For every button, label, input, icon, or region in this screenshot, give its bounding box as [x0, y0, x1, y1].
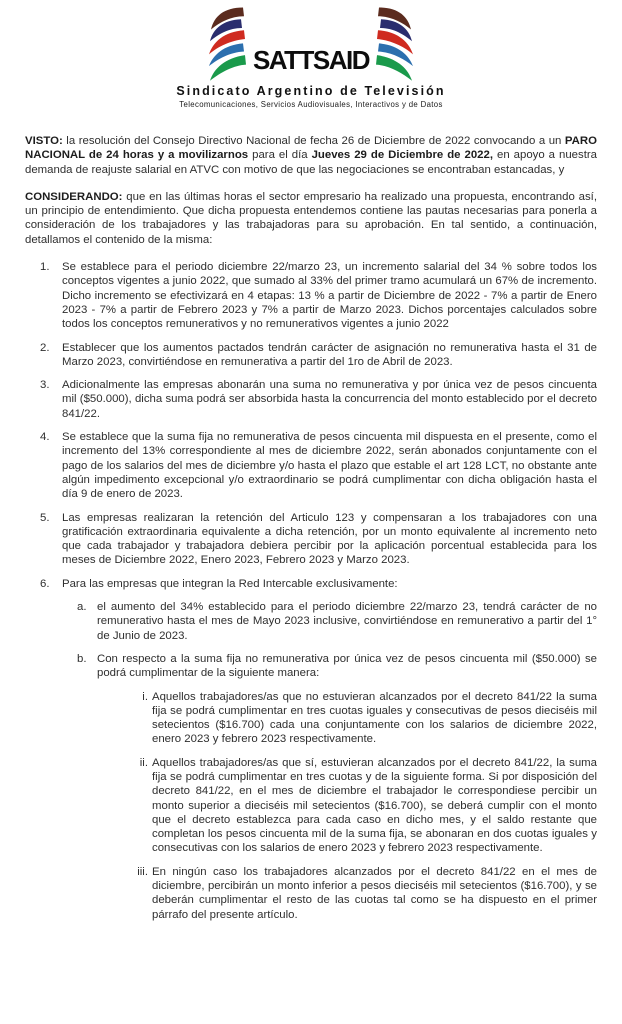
list-item-6b-iii — [130, 865, 597, 922]
list-marker: ii. — [139, 756, 148, 769]
list-item-6b-i — [130, 690, 597, 747]
list-marker: 5. — [40, 511, 50, 524]
list-item-text: Se establece que la suma fija no remunerativa de pesos cincuenta mil dispuesta en el presente, como el incremento del 13% correspondiente al mes de diciembre 2022, serán abonados conjuntamente con el pago de los salarios del mes de diciembre y/o hasta el plazo que estable el art 128 LCT, no obstante ante algún impedimento excepcional y/o extraordinario se podrá cumplimentar con dicha obligación hasta el día 9 de enero de 2023. — [62, 431, 597, 501]
list-item-6b-ii — [130, 756, 597, 856]
considerando-label: CONSIDERANDO: — [25, 190, 123, 203]
visto-paragraph: VISTO: la resolución del Consejo Directivo Nacional de fecha 26 de Diciembre de 2022 convocando a un PARO NACIONAL de 24 horas y a movilizarnos para el día Jueves 29 de Diciembre de 2022, en apoyo a nuestra demanda de reajuste salarial en ATVC con motivo de que las negociaciones se encontraban estancadas, y — [25, 135, 597, 176]
list-marker: 4. — [40, 431, 50, 444]
logo-wordmark: SATTSAID — [252, 45, 370, 75]
list-marker: a. — [77, 601, 87, 614]
list-item-text: Se establece para el periodo diciembre 22/marzo 23, un incremento salarial del 34 % sobre todos los conceptos vigentes a junio 2022, que sumado al 33% del primer tramo acumulará un 67% de incremento. Dicho incremento se efectivizará en 4 etapas: 13 % a partir de Diciembre de 2022 - 7% a partir de Enero 2023 - 7% a partir de Febrero 2023 y 7% a partir de Marzo 2023. Dichos porcentajes calculados sobre todos los conceptos remunerativos y no remunerativos vigentes a junio 2022 — [62, 261, 597, 331]
list-item-text: el aumento del 34% establecido para el periodo diciembre 22/marzo 23, tendrá carácter de no remunerativo hasta el mes de Mayo 2023 inclusive, convirtiéndose en remunerativo a partir del 1° de Junio de 2023. — [97, 601, 597, 642]
document-body — [25, 134, 597, 922]
logo-tagline: Telecomunicaciones, Servicios Audiovisuales, Interactivos y de Datos — [179, 100, 443, 109]
list-marker: 3. — [40, 379, 50, 392]
list-item-text: En ningún caso los trabajadores alcanzados por el decreto 841/22 en el mes de diciembre, percibirán un monto inferior a pesos dieciséis mil setecientos ($16.700), y se deberán cumplimentar el resto de las cuotas tal como se ha dispuesto en el primer párrafo del presente artículo. — [152, 865, 597, 921]
list-marker: 2. — [40, 341, 50, 354]
list-item-4 — [40, 430, 597, 501]
list-item-6 — [40, 577, 597, 591]
list-marker: b. — [77, 652, 87, 665]
list-marker: iii. — [137, 865, 148, 878]
list-marker: 1. — [40, 261, 50, 274]
list-item-text: Las empresas realizaran la retención del Articulo 123 y compensaran a los trabajadores con una gratificación extraordinaria equivalente a dicha retención, por un monto equivalente al incremento neto que cada trabajador y trabajadora debiera percibir por la aplicación porcentual establecida para los meses de Diciembre 2022, Enero 2023, Febrero 2023 y Marzo 2023. — [62, 511, 597, 567]
logo-ribbons-right-icon — [374, 6, 424, 83]
list-item-6b — [77, 652, 597, 681]
visto-label: VISTO: — [25, 135, 63, 147]
list-item-1 — [40, 260, 597, 331]
list-item-6a — [77, 600, 597, 643]
list-item-text: Adicionalmente las empresas abonarán una suma no remunerativa y por única vez de pesos cincuenta mil ($50.000), dicha suma podrá ser absorbida hasta la concurrencia del monto establecido por el decreto 841/22. — [62, 379, 597, 420]
union-logo — [0, 5, 622, 83]
list-item-text: Con respecto a la suma fija no remunerativa por única vez de pesos cincuenta mil ($50.000) se podrá cumplimentar de la siguiente manera: — [97, 652, 597, 680]
logo-ribbons-left-icon — [198, 6, 248, 83]
list-item-text: Establecer que los aumentos pactados tendrán carácter de asignación no remunerativa hasta el 31 de Marzo 2023, convirtiéndose en remunerativa a partir del 1ro de Abril de 2023. — [62, 341, 597, 368]
considerando-paragraph: CONSIDERANDO: que en las últimas horas el sector empresario ha realizado una propuesta, encontrando así, un principio de entendimiento. Que dicha propuesta entendemos contiene las pautas necesarias para ponerla a consideración de los trabajadores y las trabajadoras para su aprobación. En tal sentido, a continuación, detallamos el contenido de la misma: — [25, 190, 597, 246]
list-marker: 6. — [40, 577, 50, 590]
list-item-3 — [40, 378, 597, 421]
list-item-5 — [40, 511, 597, 568]
list-item-text: Aquellos trabajadores/as que no estuvieran alcanzados por el decreto 841/22 la suma fija se podrá cumplimentar en tres cuotas iguales y consecutivas de pesos dieciséis mil setecientos ($16.700) cada una conjuntamente con los salarios de diciembre 2022, enero 2023 y febrero 2023 respectivamente. — [152, 690, 597, 746]
list-item-text: Aquellos trabajadores/as que sí, estuvieran alcanzados por el decreto 841/22, la suma fija se podrá cumplimentar en tres cuotas y de la siguiente forma. Si por disposición del decreto 841/22, en el mes de diciembre el trabajador le correspondiese percibir un monto superior a dieciséis mil setecientos ($16.700), se deberá cumplir con el monto que el decreto establezca para cada caso en dicho mes, y el saldo restante que completan los pesos cincuenta mil de la suma fija, se abonaran en dos cuotas iguales y consecutivas con los salarios de enero 2023 y febrero 2023 respectivamente. — [152, 756, 597, 855]
list-item-2 — [40, 341, 597, 370]
logo-subtitle: Sindicato Argentino de Televisión — [176, 84, 446, 98]
list-marker: i. — [142, 690, 148, 703]
letterhead — [0, 0, 622, 109]
list-item-text: Para las empresas que integran la Red Intercable exclusivamente: — [62, 577, 398, 590]
